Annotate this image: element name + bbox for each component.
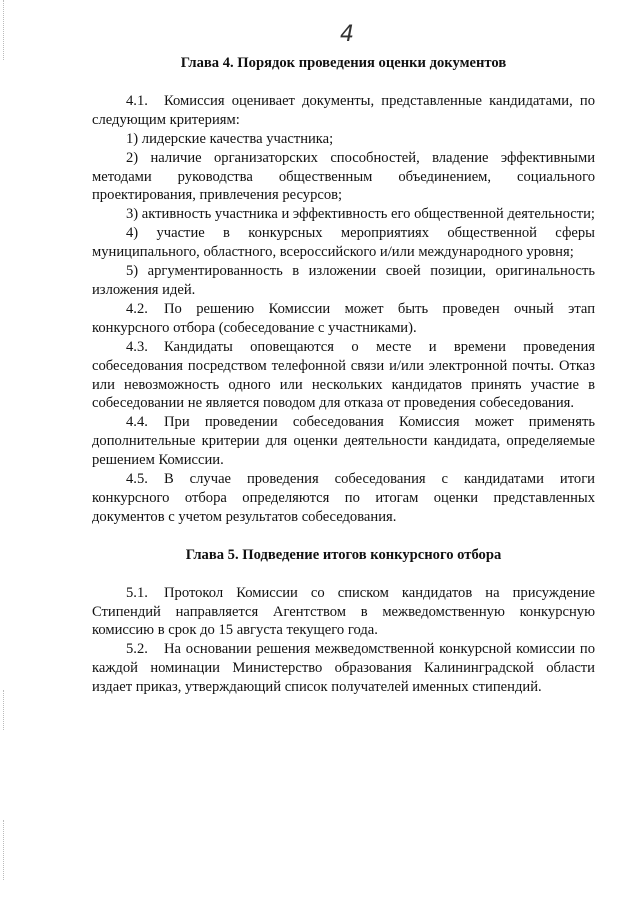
paragraph-number: 4.5. [126,471,148,488]
chapter-4-title: Глава 4. Порядок проведения оценки документов [180,55,507,71]
paragraph [92,338,595,414]
paragraph [92,224,595,262]
paragraph [92,584,595,641]
paragraph-number: 5.1. [126,584,148,601]
paragraph [92,262,595,300]
paragraph [92,205,595,224]
paragraph-text: На основании решения межведомственной конкурсной комиссии по каждой номинации Министерство образования Калининградской области издает приказ, утверждающий список получателей именных стипендий. [92,641,595,696]
chapter-4-items [92,92,595,527]
paragraph-number: 4.3. [126,338,148,355]
paragraph-text: По решению Комиссии может быть проведен очный этап конкурсного отбора (собеседование с участниками). [92,300,595,336]
paragraph [92,149,595,206]
paragraph-text: Комиссия оценивает документы, представленные кандидатами, по следующим критериям: [92,92,595,128]
paragraph-text: 3) активность участника и эффективность его общественной деятельности; [126,206,595,223]
paragraph-text: Протокол Комиссии со списком кандидатов на присуждение Стипендий направляется Агентством в межведомственную конкурсную комиссию в срок до 15 августа текущего года. [92,584,595,639]
page-number: 4 [340,22,354,47]
paragraph-text: 5) аргументированность в изложении своей позиции, оригинальность изложения идей. [92,263,595,298]
paragraph-text: В случае проведения собеседования с кандидатами итоги конкурсного отбора определяются по итогам оценки представленных документов с учетом результатов собеседования. [92,471,595,525]
chapter-5-items [92,584,595,697]
scan-edge-middle [3,690,6,730]
paragraph [92,130,595,149]
chapter-5-title: Глава 5. Подведение итогов конкурсного отбора [185,546,502,563]
paragraph [92,413,595,470]
paragraph [92,300,595,338]
paragraph-text: 2) наличие организаторских способностей, владение эффективными методами руководства общественным объединением, социального проектирования, привлечения ресурсов; [92,149,595,204]
paragraph-text: 4) участие в конкурсных мероприятиях общественной сферы муниципального, областного, всероссийского и/или международного уровня; [92,225,595,261]
paragraph-text: Кандидаты оповещаются о месте и времени проведения собеседования посредством телефонной связи и/или электронной почты. Отказ или невозможность одного или нескольких кандидатов принять участие в собеседовании не является поводом для отказа от проведения собеседования. [92,338,595,412]
paragraph-number: 4.1. [126,92,148,109]
scan-edge-top [3,0,6,60]
paragraph [92,92,595,130]
paragraph [92,640,595,697]
paragraph-number: 4.2. [126,300,148,317]
paragraph-text: При проведении собеседования Комиссия может применять дополнительные критерии для оценки деятельности кандидата, определяемые решением Комиссии. [92,414,595,469]
paragraph-number: 5.2. [126,641,148,658]
paragraph-text: 1) лидерские качества участника; [126,130,334,147]
document-body [92,54,595,697]
scan-edge-bottom [3,820,6,880]
paragraph [92,470,595,527]
paragraph-number: 4.4. [126,414,148,431]
